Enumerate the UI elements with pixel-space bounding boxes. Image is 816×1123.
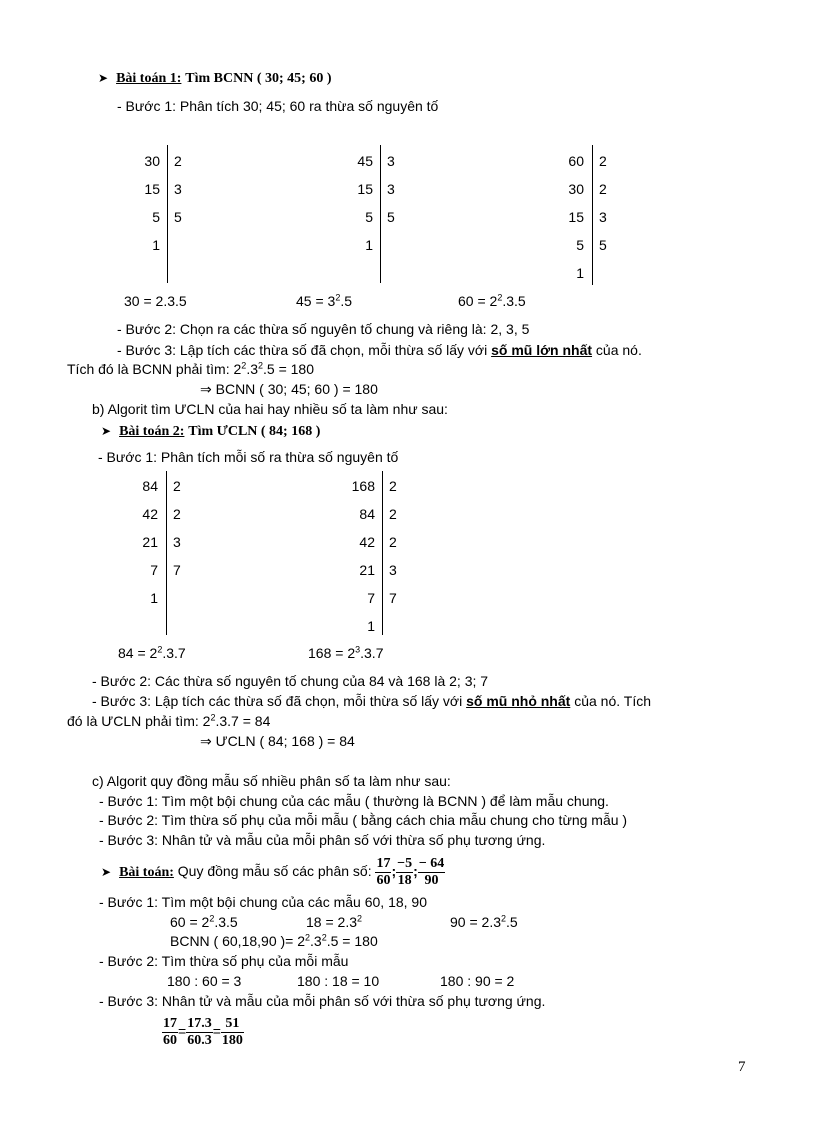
exponent: 2 bbox=[497, 292, 503, 303]
bt3-bcnn bbox=[170, 932, 378, 950]
factor-div: 2 bbox=[389, 506, 397, 522]
factor-num: 84 bbox=[142, 478, 158, 494]
section-b-intro: b) Algorit tìm ƯCLN của hai hay nhiều số ta làm như sau: bbox=[92, 401, 448, 417]
arrow-bullet-icon: ➤ bbox=[98, 71, 109, 85]
denominator: 18 bbox=[397, 872, 412, 888]
factor-num: 30 bbox=[144, 153, 160, 169]
denominator: 60.3 bbox=[187, 1032, 212, 1048]
numerator: 17 bbox=[163, 1015, 177, 1031]
denominator: 90 bbox=[424, 872, 439, 888]
numerator: 17 bbox=[376, 855, 391, 871]
arrow-bullet-icon: ➤ bbox=[101, 865, 112, 879]
emphasis-text: số mũ nhỏ nhất bbox=[466, 693, 571, 709]
factor-div: 3 bbox=[387, 153, 395, 169]
result-text: .3.7 bbox=[360, 645, 384, 661]
numerator: −5 bbox=[397, 855, 413, 871]
exponent: 3 bbox=[355, 644, 361, 655]
divider-line bbox=[380, 145, 381, 283]
step-text: 90 = 2.3 bbox=[450, 914, 501, 930]
factor-div: 7 bbox=[389, 590, 397, 606]
step-text: - Bước 3: Lập tích các thừa số đã chọn, mỗi thừa số lấy với bbox=[92, 693, 467, 709]
bt3-heading bbox=[101, 853, 445, 891]
exponent: 2 bbox=[321, 932, 327, 943]
bt2-result: ⇒ ƯCLN ( 84; 168 ) = 84 bbox=[200, 733, 355, 749]
denominator: 60 bbox=[376, 872, 391, 888]
bt1-rest: Tìm BCNN ( 30; 45; 60 ) bbox=[185, 71, 332, 86]
exponent: 2 bbox=[241, 360, 247, 371]
result-text: 168 = 2 bbox=[308, 645, 356, 661]
factor-num: 30 bbox=[568, 181, 584, 197]
bt3-step2: - Bước 2: Tìm thừa số phụ của mỗi mẫu bbox=[99, 953, 349, 969]
factor-div: 3 bbox=[174, 181, 182, 197]
exponent: 2 bbox=[501, 913, 507, 924]
result-84 bbox=[118, 644, 186, 662]
bt1-step3 bbox=[117, 341, 642, 359]
factor-div: 3 bbox=[387, 181, 395, 197]
section-c-intro: c) Algorit quy đồng mẫu số nhiều phân số ta làm như sau: bbox=[92, 773, 451, 789]
factor-num: 42 bbox=[142, 506, 158, 522]
factor-num: 84 bbox=[359, 506, 375, 522]
factor-num: 1 bbox=[576, 265, 584, 281]
factor-div: 2 bbox=[389, 478, 397, 494]
separator: ; bbox=[413, 863, 418, 879]
exponent: 2 bbox=[258, 360, 264, 371]
step-text: .5 bbox=[506, 914, 518, 930]
exponent: 2 bbox=[210, 712, 216, 723]
factor-num: 1 bbox=[152, 237, 160, 253]
factor-num: 7 bbox=[150, 562, 158, 578]
factor-num: 1 bbox=[367, 618, 375, 634]
bt3-eq-90 bbox=[450, 913, 518, 931]
equals-sign: = bbox=[212, 1023, 221, 1039]
step-text: BCNN ( 60,18,90 )= 2 bbox=[170, 933, 306, 949]
result-text: .3.7 bbox=[162, 645, 186, 661]
bt3-step3: - Bước 3: Nhân tử và mẫu của mỗi phân số với thừa số phụ tương ứng. bbox=[99, 993, 546, 1009]
bt2-title: Bài toán 2: bbox=[119, 424, 185, 439]
factor-div: 2 bbox=[174, 153, 182, 169]
factor-num: 1 bbox=[150, 590, 158, 606]
factor-num: 42 bbox=[359, 534, 375, 550]
bt2-rest: Tìm ƯCLN ( 84; 168 ) bbox=[188, 424, 321, 439]
result-text: 45 = 3 bbox=[296, 293, 336, 309]
bt3-title: Bài toán: bbox=[119, 865, 174, 880]
step-text: Tích đó là BCNN phải tìm: 2 bbox=[67, 361, 242, 377]
factor-num: 5 bbox=[152, 209, 160, 225]
factor-num: 15 bbox=[568, 209, 584, 225]
step-text: - Bước 3: Lập tích các thừa số đã chọn, mỗi thừa số lấy với bbox=[117, 342, 492, 358]
result-text: 84 = 2 bbox=[118, 645, 158, 661]
step-text: .5 = 180 bbox=[263, 361, 315, 377]
factor-num: 21 bbox=[359, 562, 375, 578]
equals-sign: = bbox=[178, 1023, 187, 1039]
separator: ; bbox=[391, 863, 397, 879]
result-text: 60 = 2 bbox=[458, 293, 498, 309]
bt1-result: ⇒ BCNN ( 30; 45; 60 ) = 180 bbox=[200, 381, 378, 397]
factor-num: 7 bbox=[367, 590, 375, 606]
factor-num: 5 bbox=[365, 209, 373, 225]
step-text: .3.5 bbox=[214, 914, 238, 930]
divider-line bbox=[382, 471, 383, 635]
result-168 bbox=[308, 644, 383, 662]
bt2-line2 bbox=[67, 712, 270, 730]
bt3-eq-18 bbox=[306, 913, 362, 931]
fraction bbox=[375, 856, 391, 889]
factor-num: 5 bbox=[576, 237, 584, 253]
factor-div: 2 bbox=[173, 506, 181, 522]
factor-num: 168 bbox=[351, 478, 375, 494]
exponent: 2 bbox=[209, 913, 215, 924]
step-text: .3 bbox=[246, 361, 258, 377]
page-number: 7 bbox=[738, 1059, 746, 1075]
step-text: đó là ƯCLN phải tìm: 2 bbox=[67, 713, 211, 729]
factor-num: 15 bbox=[144, 181, 160, 197]
denominator: 60 bbox=[163, 1032, 177, 1048]
step-text: .3 bbox=[310, 933, 322, 949]
fraction bbox=[396, 856, 413, 889]
exponent: 2 bbox=[157, 644, 163, 655]
divider-line bbox=[592, 145, 593, 285]
factor-num: 45 bbox=[357, 153, 373, 169]
step-text: 60 = 2 bbox=[170, 914, 210, 930]
factor-div: 7 bbox=[173, 562, 181, 578]
bt2-step1: - Bước 1: Phân tích mỗi số ra thừa số nguyên tố bbox=[98, 449, 399, 465]
divider-line bbox=[166, 471, 167, 635]
factor-div: 5 bbox=[599, 237, 607, 253]
bt1-title: Bài toán 1: bbox=[116, 71, 182, 86]
factor-div: 2 bbox=[599, 153, 607, 169]
divider-line bbox=[167, 145, 168, 283]
step-text: của nó. Tích bbox=[570, 693, 651, 709]
bt1-step2: - Bước 2: Chọn ra các thừa số nguyên tố chung và riêng là: 2, 3, 5 bbox=[117, 321, 530, 337]
factor-div: 3 bbox=[173, 534, 181, 550]
step-text: của nó. bbox=[592, 342, 642, 358]
bt2-step2: - Bước 2: Các thừa số nguyên tố chung của 84 và 168 là 2; 3; 7 bbox=[92, 673, 489, 689]
numerator: 51 bbox=[221, 1016, 244, 1033]
fraction bbox=[186, 1016, 213, 1049]
factor-num: 21 bbox=[142, 534, 158, 550]
step-text: .3.7 = 84 bbox=[215, 713, 271, 729]
result-30 bbox=[124, 292, 187, 310]
exponent: 2 bbox=[357, 913, 363, 924]
factor-num: 1 bbox=[365, 237, 373, 253]
bt2-heading bbox=[101, 421, 320, 441]
c-step2: - Bước 2: Tìm thừa số phụ của mỗi mẫu ( bằng cách chia mẫu chung cho từng mẫu ) bbox=[99, 812, 628, 828]
factor-div: 3 bbox=[599, 209, 607, 225]
factor-div: 2 bbox=[599, 181, 607, 197]
bt1-step1: - Bước 1: Phân tích 30; 45; 60 ra thừa số nguyên tố bbox=[117, 98, 439, 114]
result-text: .3.5 bbox=[502, 293, 526, 309]
result-text: 30 = 2.3.5 bbox=[124, 293, 187, 309]
bt1-heading bbox=[98, 68, 332, 88]
bt3-eq-60 bbox=[170, 913, 238, 931]
factor-num: 15 bbox=[357, 181, 373, 197]
bt2-step3 bbox=[92, 692, 651, 710]
numerator: 17.3 bbox=[187, 1015, 212, 1031]
denominator: 180 bbox=[221, 1032, 243, 1048]
quotient-1: 180 : 60 = 3 bbox=[167, 973, 242, 989]
factor-num: 60 bbox=[568, 153, 584, 169]
factor-div: 5 bbox=[387, 209, 395, 225]
result-45 bbox=[296, 292, 352, 310]
factor-div: 5 bbox=[174, 209, 182, 225]
fraction bbox=[418, 856, 445, 889]
bt3-equation bbox=[162, 1013, 244, 1049]
quotient-3: 180 : 90 = 2 bbox=[440, 973, 515, 989]
arrow-bullet-icon: ➤ bbox=[101, 424, 112, 438]
c-step1: - Bước 1: Tìm một bội chung của các mẫu ( thường là BCNN ) để làm mẫu chung. bbox=[99, 793, 609, 809]
step-text: 18 = 2.3 bbox=[306, 914, 357, 930]
result-60 bbox=[458, 292, 526, 310]
factor-div: 3 bbox=[389, 562, 397, 578]
factor-div: 2 bbox=[173, 478, 181, 494]
quotient-2: 180 : 18 = 10 bbox=[297, 973, 380, 989]
emphasis-text: số mũ lớn nhất bbox=[491, 342, 593, 358]
fraction bbox=[221, 1016, 244, 1049]
step-text: .5 = 180 bbox=[326, 933, 378, 949]
fraction bbox=[162, 1016, 178, 1049]
numerator: − 64 bbox=[418, 855, 445, 871]
bt3-step1: - Bước 1: Tìm một bội chung của các mẫu 60, 18, 90 bbox=[99, 894, 428, 910]
result-text: .5 bbox=[340, 293, 353, 309]
exponent: 2 bbox=[335, 292, 341, 303]
bt3-rest: Quy đồng mẫu số các phân số: bbox=[173, 863, 372, 879]
bt1-line2 bbox=[67, 360, 314, 378]
c-step3: - Bước 3: Nhân tử và mẫu của mỗi phân số với thừa số phụ tương ứng. bbox=[99, 832, 546, 848]
factor-div: 2 bbox=[389, 534, 397, 550]
exponent: 2 bbox=[305, 932, 311, 943]
